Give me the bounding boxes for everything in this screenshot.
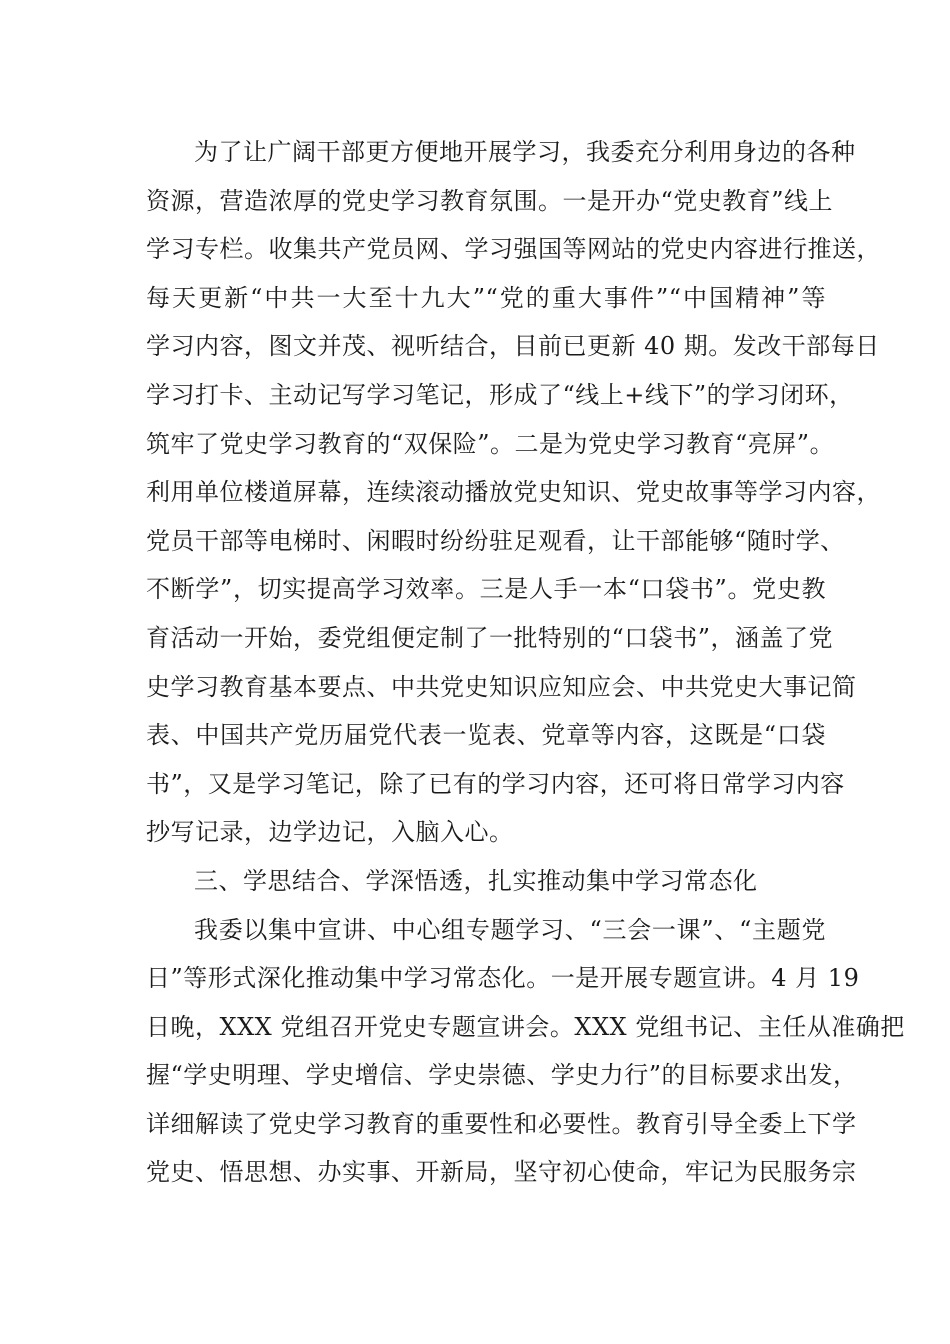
paragraph-line: 筑牢了党史学习教育的“双保险”。二是为党史学习教育“亮屏”。 [146,429,835,458]
paragraph-line: 抄写记录，边学边记，入脑入心。 [146,818,514,847]
paragraph-line: 日晚，XXX 党组召开党史专题宣讲会。XXX 党组书记、主任从准确把 [146,1012,905,1041]
paragraph-line: 表、中国共产党历届党代表一览表、党章等内容，这既是“口袋 [146,721,826,750]
paragraph-line: 详细解读了党史学习教育的重要性和必要性。教育引导全委上下学 [146,1109,857,1138]
paragraph-line: 握“学史明理、学史增信、学史崇德、学史力行”的目标要求出发， [146,1061,858,1090]
paragraph-line: 学习内容，图文并茂、视听结合，目前已更新 40 期。发改干部每日 [146,332,880,361]
paragraph-line: 我委以集中宣讲、中心组专题学习、“三会一课”、“主题党 [194,915,826,944]
paragraph-line: 学习专栏。收集共产党员网、学习强国等网站的党史内容进行推送， [146,235,881,264]
section-heading: 三、学思结合、学深悟透，扎实推动集中学习常态化 [194,866,758,895]
paragraph-line: 党员干部等电梯时、闲暇时纷纷驻足观看，让干部能够“随时学、 [146,526,845,555]
paragraph-line: 每天更新“中共一大至十九大”“党的重大事件”“中国精神”等 [146,283,826,312]
document-body [146,128,905,1197]
paragraph-line: 史学习教育基本要点、中共党史知识应知应会、中共党史大事记简 [146,672,857,701]
paragraph-line: 党史、悟思想、办实事、开新局，坚守初心使命，牢记为民服务宗 [146,1158,857,1187]
paragraph-line: 学习打卡、主动记写学习笔记，形成了“线上+线下”的学习闭环， [146,380,854,409]
paragraph-line: 书”，又是学习笔记，除了已有的学习内容，还可将日常学习内容 [146,769,845,798]
paragraph-1 [146,128,881,857]
paragraph-line: 育活动一开始，委党组便定制了一批特别的“口袋书”，涵盖了党 [146,623,834,652]
paragraph-line: 资源，营造浓厚的党史学习教育氛围。一是开办“党史教育”线上 [146,186,834,215]
paragraph-line: 不断学”，切实提高学习效率。三是人手一本“口袋书”。党史教 [146,575,826,604]
paragraph-line: 日”等形式深化推动集中学习常态化。一是开展专题宣讲。4 月 19 [146,964,860,993]
paragraph-line: 利用单位楼道屏幕，连续滚动播放党史知识、党史故事等学习内容， [146,478,881,507]
paragraph-line: 为了让广阔干部更方便地开展学习，我委充分利用身边的各种 [194,138,856,166]
paragraph-2 [146,906,905,1198]
